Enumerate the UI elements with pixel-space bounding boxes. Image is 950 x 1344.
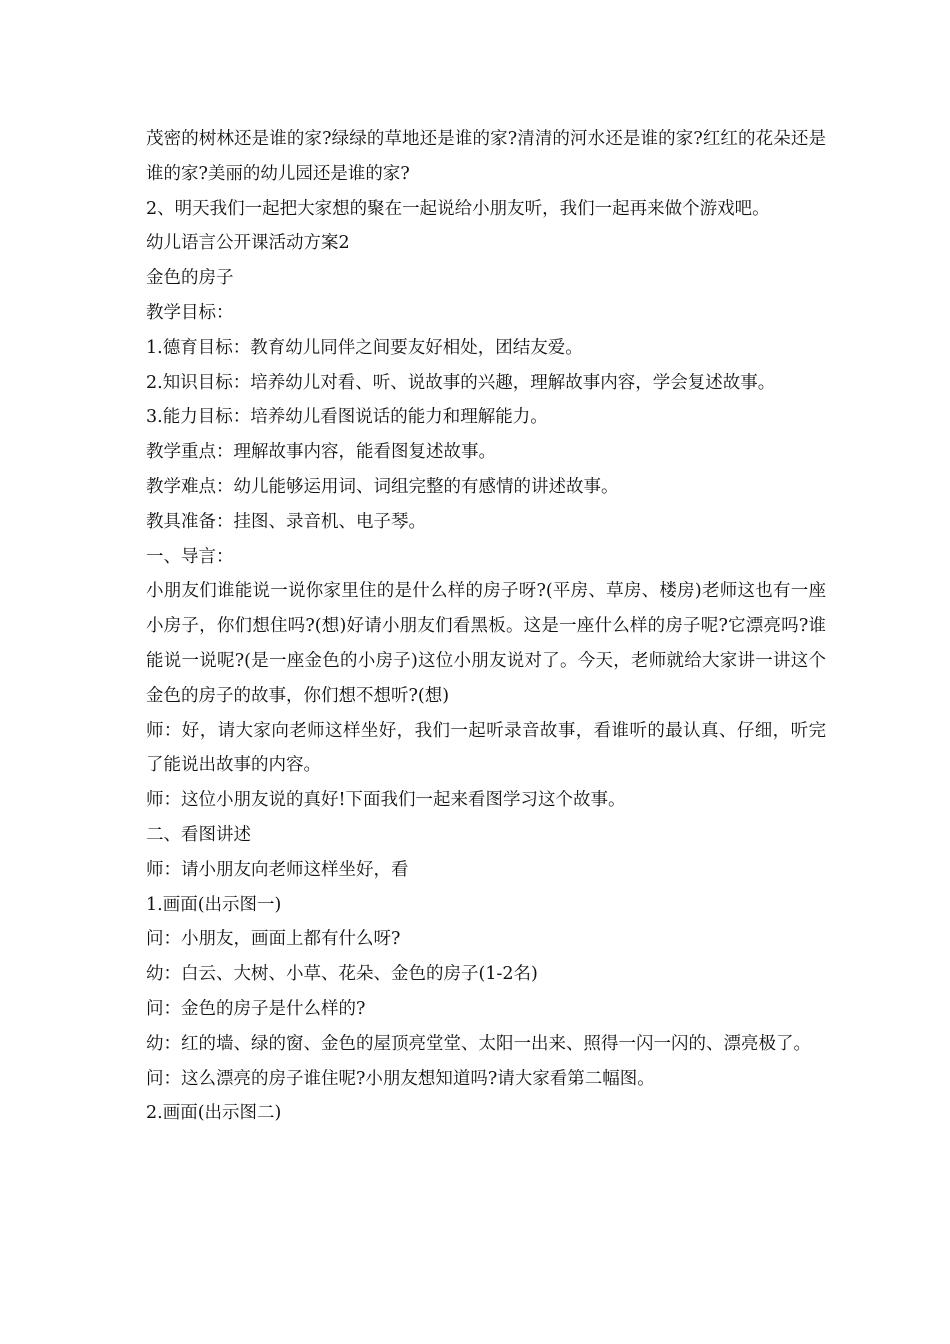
heading-picture-narration: 二、看图讲述 [146,824,251,845]
question-who-lives: 问：这么漂亮的房子谁住呢?小朋友想知道吗?请大家看第二幅图。 [146,1068,655,1089]
goal-ability: 3.能力目标：培养幼儿看图说话的能力和理解能力。 [146,407,548,428]
paragraph-teacher-praise: 师：这位小朋友说的真好!下面我们一起来看图学习这个故事。 [146,790,626,811]
question-what-in-picture: 问：小朋友，画面上都有什么呀? [146,929,401,950]
heading-teaching-goals: 教学目标： [146,302,234,323]
picture-one-heading: 1.画面(出示图一) [146,894,282,915]
paragraph-teacher-sit: 师：请小朋友向老师这样坐好，看 [146,859,409,880]
lesson-title: 金色的房子 [146,268,234,289]
paragraph-introduction: 小朋友们谁能说一说你家里住的是什么样的房子呀?(平房、草房、楼房)老师这也有一座小房子，你们想住吗?(想)好请小朋友们看黑板。这是一座什么样的房子呢?它漂亮吗?谁能说一说呢?(是一座金色的小房子)这位小朋友说对了。今天，老师就给大家讲一讲这个金色的房子的故事，你们想不想听?(想) [146,581,826,706]
document-body [146,122,826,1131]
goal-knowledge: 2.知识目标：培养幼儿对看、听、说故事的兴趣，理解故事内容，学会复述故事。 [146,372,776,393]
question-house-look: 问：金色的房子是什么样的? [146,998,366,1019]
answer-house-look: 幼：红的墙、绿的窗、金色的屋顶亮堂堂、太阳一出来、照得一闪一闪的、漂亮极了。 [146,1033,811,1054]
picture-two-heading: 2.画面(出示图二) [146,1103,282,1124]
teaching-key-point: 教学重点：理解故事内容，能看图复述故事。 [146,442,496,463]
heading-introduction: 一、导言： [146,546,234,567]
teaching-difficulty: 教学难点：幼儿能够运用词、词组完整的有感情的讲述故事。 [146,476,619,497]
paragraph-tomorrow-game: 2、明天我们一起把大家想的聚在一起说给小朋友听，我们一起再来做个游戏吧。 [146,198,770,219]
teaching-materials: 教具准备：挂图、录音机、电子琴。 [146,511,426,532]
answer-picture-items: 幼：白云、大树、小草、花朵、金色的房子(1-2名) [146,964,538,985]
section-title-plan-2: 幼儿语言公开课活动方案2 [146,233,350,254]
goal-moral: 1.德育目标：教育幼儿同伴之间要友好相处，团结友爱。 [146,337,583,358]
paragraph-teacher-listen: 师：好，请大家向老师这样坐好，我们一起听录音故事，看谁听的最认真、仔细，听完了能说出故事的内容。 [146,720,826,776]
paragraph-homes-questions: 茂密的树林还是谁的家?绿绿的草地还是谁的家?清清的河水还是谁的家?红红的花朵还是谁的家?美丽的幼儿园还是谁的家? [146,129,826,184]
